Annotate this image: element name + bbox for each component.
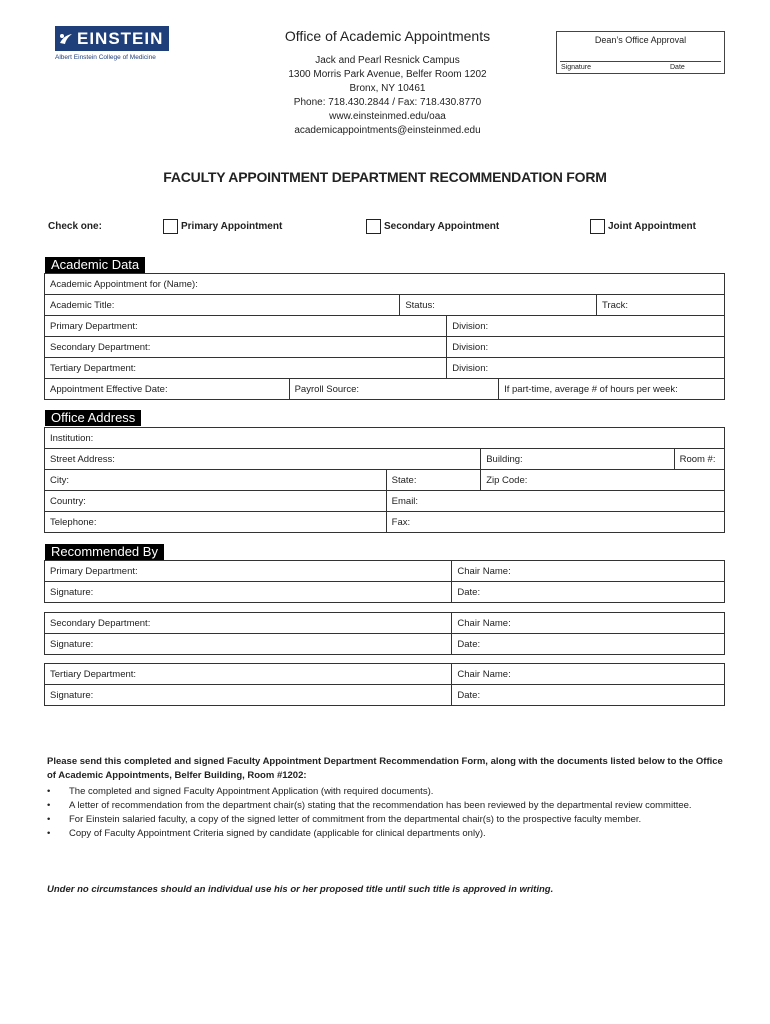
office-title: Office of Academic Appointments: [284, 28, 491, 44]
tertiary-signature-field[interactable]: Signature:: [45, 685, 452, 706]
secondary-signature-field[interactable]: Signature:: [45, 634, 452, 655]
check-one-label: Check one:: [48, 221, 102, 232]
list-item: • The completed and signed Faculty Appointment Application (with required documents).: [47, 785, 727, 799]
title-use-warning: Under no circumstances should an individual use his or her proposed title until such title is approved in writing.: [47, 884, 554, 895]
recommended-by-heading: Recommended By: [45, 544, 164, 560]
email-field[interactable]: Email:: [386, 491, 724, 512]
tertiary-date-field[interactable]: Date:: [452, 685, 725, 706]
dean-approval-title: Dean’s Office Approval: [594, 35, 687, 45]
tertiary-chair-name-field[interactable]: Chair Name:: [452, 664, 725, 685]
secondary-department-field[interactable]: Secondary Department:: [45, 613, 452, 634]
country-field[interactable]: Country:: [45, 491, 387, 512]
street-address-field[interactable]: Street Address:: [45, 449, 481, 470]
primary-department-field[interactable]: Primary Department:: [45, 561, 452, 582]
secondary-chair-name-field[interactable]: Chair Name:: [452, 613, 725, 634]
logo-subtitle: Albert Einstein College of Medicine: [55, 54, 156, 61]
building-field[interactable]: Building:: [481, 449, 674, 470]
room-field[interactable]: Room #:: [674, 449, 724, 470]
payroll-source-field[interactable]: Payroll Source:: [289, 379, 499, 400]
tertiary-recommendation-table: [44, 663, 725, 706]
effective-date-field[interactable]: Appointment Effective Date:: [45, 379, 290, 400]
logo-banner: [55, 26, 169, 51]
list-item: • A letter of recommendation from the department chair(s) stating that the recommendation has been reviewed by the departmental review committee.: [47, 799, 727, 813]
dean-approval-box[interactable]: [556, 31, 725, 74]
dean-date-label: Date: [670, 64, 685, 71]
form-title: FACULTY APPOINTMENT DEPARTMENT RECOMMENDATION FORM: [163, 169, 607, 185]
submission-instructions: [47, 755, 727, 841]
secondary-appointment-checkbox[interactable]: [366, 219, 381, 234]
instructions-heading: Please send this completed and signed Faculty Appointment Department Recommendation Form, along with the documents listed below to the Office of Academic Appointments, Belfer Building, Room #1202:: [47, 756, 723, 781]
office-address-line: 1300 Morris Park Avenue, Belfer Room 1202: [288, 69, 487, 80]
secondary-appointment-option[interactable]: [366, 219, 499, 234]
secondary-recommendation-table: [44, 612, 725, 655]
office-email: academicappointments@einsteinmed.edu: [294, 125, 481, 136]
office-address-line: Bronx, NY 10461: [349, 83, 426, 94]
city-field[interactable]: City:: [45, 470, 387, 491]
office-address-heading: Office Address: [45, 410, 141, 426]
list-item: • Copy of Faculty Appointment Criteria signed by candidate (applicable for clinical departments only).: [47, 827, 727, 841]
office-header: [260, 28, 515, 138]
academic-data-table: [44, 273, 725, 400]
primary-department-field[interactable]: Primary Department:: [45, 316, 447, 337]
einstein-logo-icon: [55, 26, 77, 51]
dean-signature-line: [560, 61, 721, 62]
fax-field[interactable]: Fax:: [386, 512, 724, 533]
zip-code-field[interactable]: Zip Code:: [481, 470, 725, 491]
appointment-type-row: [0, 219, 770, 235]
tertiary-division-field[interactable]: Division:: [447, 358, 725, 379]
office-address-table: [44, 427, 725, 533]
office-website: www.einsteinmed.edu/oaa: [329, 111, 446, 122]
primary-chair-name-field[interactable]: Chair Name:: [452, 561, 725, 582]
part-time-hours-field[interactable]: If part-time, average # of hours per week:: [499, 379, 725, 400]
primary-division-field[interactable]: Division:: [447, 316, 725, 337]
track-field[interactable]: Track:: [597, 295, 725, 316]
institution-field[interactable]: Institution:: [45, 428, 725, 449]
joint-appointment-option[interactable]: [590, 219, 696, 234]
primary-date-field[interactable]: Date:: [452, 582, 725, 603]
tertiary-department-field[interactable]: Tertiary Department:: [45, 358, 447, 379]
secondary-date-field[interactable]: Date:: [452, 634, 725, 655]
primary-appointment-option[interactable]: [163, 219, 282, 234]
primary-recommendation-table: [44, 560, 725, 603]
secondary-department-field[interactable]: Secondary Department:: [45, 337, 447, 358]
secondary-division-field[interactable]: Division:: [447, 337, 725, 358]
secondary-appointment-label: Secondary Appointment: [384, 221, 500, 232]
academic-title-field[interactable]: Academic Title:: [45, 295, 400, 316]
telephone-field[interactable]: Telephone:: [45, 512, 387, 533]
required-documents-list: [47, 785, 727, 841]
logo-wordmark: EINSTEIN: [77, 28, 164, 48]
tertiary-department-field[interactable]: Tertiary Department:: [45, 664, 452, 685]
einstein-logo: [55, 26, 170, 70]
status-field[interactable]: Status:: [400, 295, 597, 316]
joint-appointment-label: Joint Appointment: [608, 221, 696, 232]
joint-appointment-checkbox[interactable]: [590, 219, 605, 234]
academic-data-heading: Academic Data: [45, 257, 145, 273]
dean-signature-label: Signature: [561, 64, 591, 71]
primary-appointment-checkbox[interactable]: [163, 219, 178, 234]
office-address-line: Jack and Pearl Resnick Campus: [315, 55, 460, 66]
state-field[interactable]: State:: [386, 470, 481, 491]
appointment-name-field[interactable]: Academic Appointment for (Name):: [45, 274, 725, 295]
list-item: • For Einstein salaried faculty, a copy of the signed letter of commitment from the departmental chair(s) to the prospective faculty member.: [47, 813, 727, 827]
office-phone-fax: Phone: 718.430.2844 / Fax: 718.430.8770: [293, 97, 482, 108]
primary-appointment-label: Primary Appointment: [181, 221, 283, 232]
primary-signature-field[interactable]: Signature:: [45, 582, 452, 603]
